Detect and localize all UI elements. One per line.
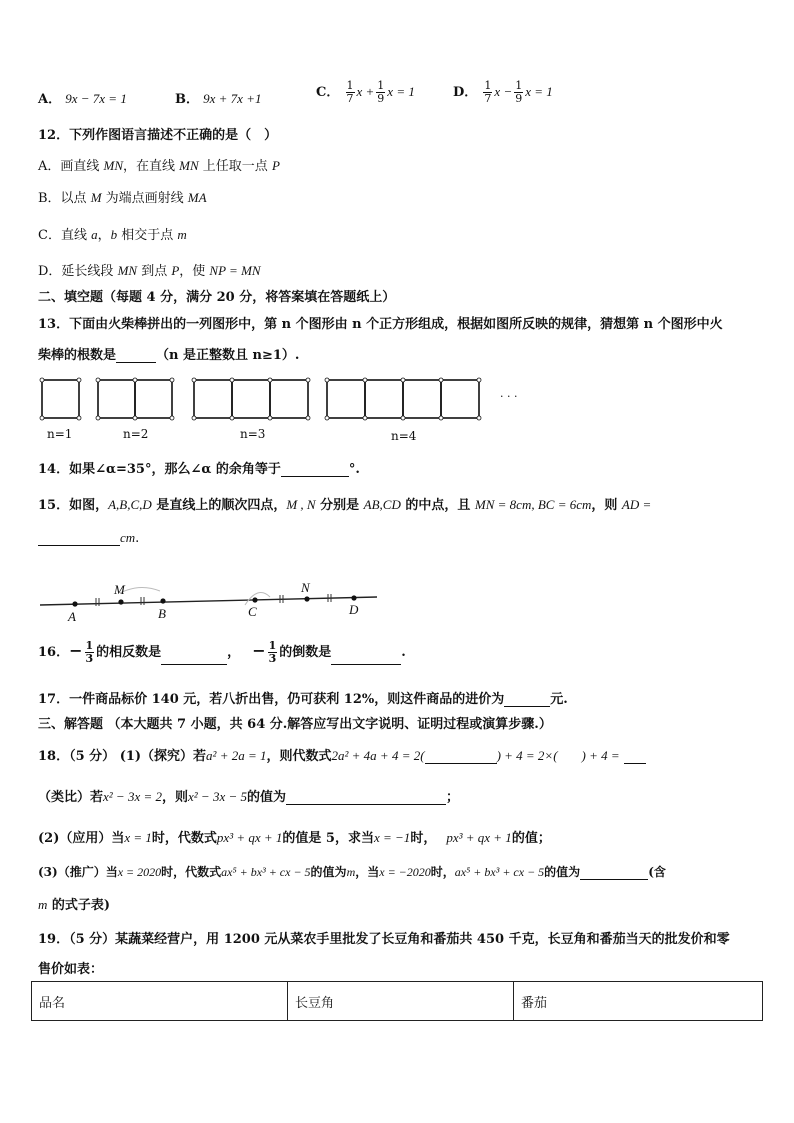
q15-line1: 15．如图，A,B,C,D 是直线上的顺次四点，M , N 分别是 AB,CD 的中点，且 MN = 8cm, BC = 6cm，则 AD = [38,497,652,513]
option-label: A． [38,92,62,107]
q18-part3-cont: m 的式子表) [38,897,111,913]
answer-blank [161,664,227,665]
q11-option-b [175,88,261,107]
equation-part: x = 1 [525,84,553,99]
square [232,380,270,418]
fraction: $\frac{1}{7}$ [346,79,354,105]
fraction: $\frac{1}{3}$ [268,639,277,665]
fraction: $\frac{1}{9}$ [515,79,523,105]
q11-option-a [38,88,127,107]
square [365,380,403,418]
answer-blank [286,804,446,805]
q19-stem-line2: 售价如表： [38,962,104,977]
equation: 9x + 7x +1 [203,91,262,106]
option-label: B． [175,92,199,107]
q12-option-b: B．以点 M 为端点画射线 MA [38,190,207,206]
q12-option-d: D．延长线段 MN 到点 P，使 NP = MN [38,263,261,279]
point-label-m: M [114,582,125,597]
line-figure [0,575,400,630]
table-cell: 番茄 [514,982,763,1021]
answer-blank [331,664,401,665]
point-label-a: A [68,609,76,624]
table-cell: 品名 [32,982,288,1021]
answer-blank [425,763,497,764]
point-label-c: C [248,604,257,619]
square [270,380,308,418]
square [403,380,441,418]
table-row [32,982,763,1021]
q11-option-d [453,80,553,105]
answer-blank [281,476,349,477]
figure-label-n1: n=1 [47,427,73,441]
answer-blank [580,879,648,880]
q13-stem-line2: 柴棒的根数是 （n 是正整数且 n≥1）. [38,348,300,363]
option-label: C． [316,85,340,100]
q12-option-a: A．画直线 MN，在直线 MN 上任取一点 P [38,158,280,174]
figure-label-n2: n=2 [123,427,149,441]
answer-blank [116,362,156,363]
price-table [31,981,763,1021]
fraction: $\frac{1}{7}$ [484,79,492,105]
figure-label-n3: n=3 [240,427,266,441]
q11-option-c [316,80,415,105]
option-label: D． [453,85,478,100]
answer-blank [504,706,550,707]
q14: 14．如果∠α=35°，那么∠α 的余角等于 °. [38,462,360,477]
square [135,380,172,418]
q17: 17．一件商品标价 140 元，若八折出售，仍可获利 12%，则这件商品的进价为 元. [38,692,568,707]
fraction: $\frac{1}{3}$ [85,639,94,665]
q12-stem: 12．下列作图语言描述不正确的是（ ） [38,128,278,143]
fraction: $\frac{1}{9}$ [377,79,385,105]
q18-part3: (3)（推广）当x = 2020时，代数式ax⁵ + bx³ + cx − 5的值为m，当x = −2020时，ax⁵ + bx³ + cx − 5的值为 (含 [38,865,666,879]
q18-part1: 18．（5 分） (1)（探究）若a² + 2a = 1，则代数式2a² + 4a + 4 = 2( ) + 4 = 2×( ) + 4 = [38,745,646,764]
q16: 16．− $\frac{1}{3}$ 的相反数是 ， − $\frac{1}{3}$ 的倒数是 . [38,639,406,665]
q12-option-c: C．直线 a，b 相交于点 m [38,227,187,243]
point-label-n: N [301,580,310,595]
square [194,380,232,418]
square [98,380,135,418]
point-label-d: D [349,602,359,617]
square [327,380,365,418]
point-label-b: B [158,606,166,621]
equation: 9x − 7x = 1 [65,91,127,106]
equation-part: x + [356,84,375,99]
ellipsis: · · · [500,390,518,403]
answer-blank [38,545,120,546]
square [42,380,79,418]
q15-line2: cm. [38,530,139,546]
q19-stem-line1: 19．（5 分）某蔬菜经营户，用 1200 元从菜农手里批发了长豆角和番茄共 450 千克，长豆角和番茄当天的批发价和零 [38,932,730,947]
equation-part: x = 1 [387,84,415,99]
q13-stem-line1: 13．下面由火柴棒拼出的一列图形中，第 n 个图形由 n 个正方形组成，根据如图所反映的规律，猜想第 n 个图形中火 [38,317,723,332]
answer-blank [624,763,646,764]
section-heading-fill-in: 二、填空题（每题 4 分，满分 20 分，将答案填在答题纸上） [38,290,396,305]
table-cell: 长豆角 [288,982,514,1021]
q18-part2: (2)（应用）当x = 1时，代数式px³ + qx + 1的值是 5，求当x = −1时， px³ + qx + 1的值； [38,830,551,846]
section-heading-solve: 三、解答题 （本大题共 7 小题，共 64 分.解答应写出文字说明、证明过程或演算步骤.） [38,717,552,732]
figure-label-n4: n=4 [391,429,417,443]
equation-part: x − [494,84,513,99]
square [441,380,479,418]
q18-analogy: （类比）若x² − 3x = 2，则x² − 3x − 5的值为 ； [38,789,460,805]
